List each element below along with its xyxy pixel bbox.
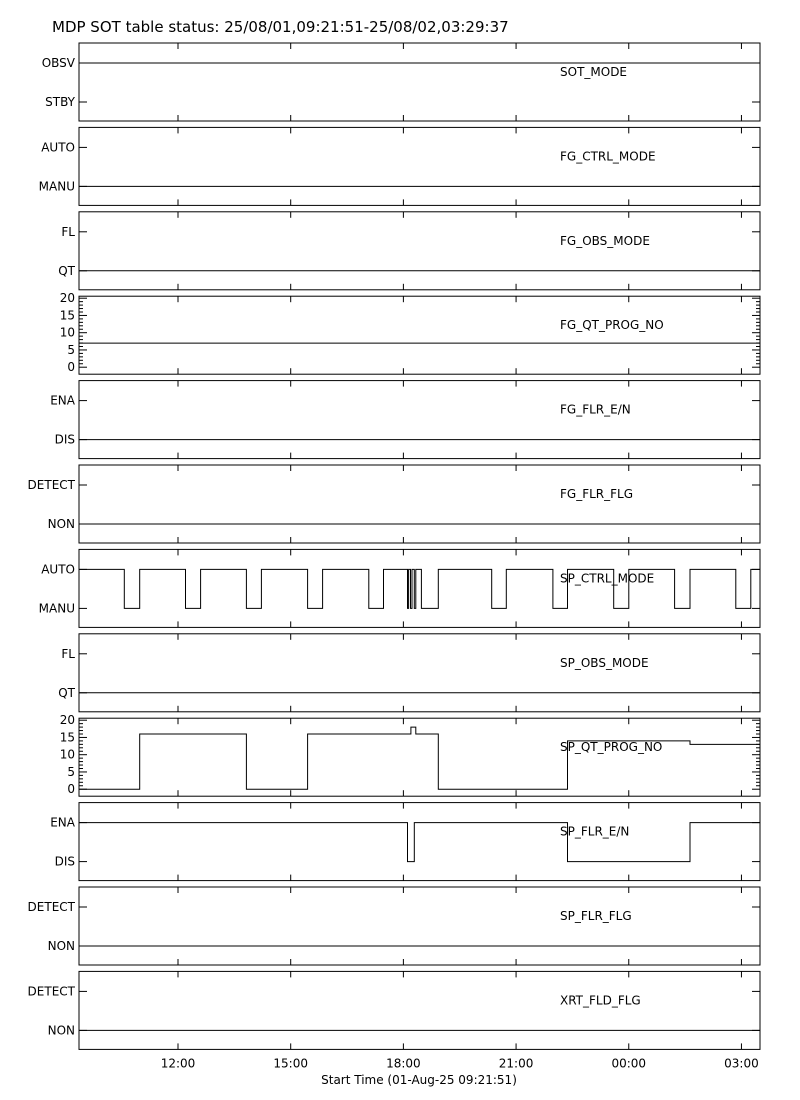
- y-tick-label: STBY: [45, 95, 75, 109]
- y-tick-label: DETECT: [27, 478, 75, 492]
- y-tick-label: ENA: [50, 393, 75, 408]
- x-tick-label: 12:00: [160, 1056, 196, 1071]
- panel-name: SP_FLR_E/N: [560, 824, 630, 839]
- y-tick-label: QT: [58, 263, 75, 278]
- panel-sp-obs-mode: [58, 634, 760, 712]
- chart-title: MDP SOT table status: 25/08/01,09:21:51-25/08/02,03:29:37: [52, 18, 509, 36]
- panel-xrt-fld-flg: [28, 971, 760, 1049]
- panel-frame: [79, 381, 760, 459]
- panel-name: SP_OBS_MODE: [560, 655, 649, 670]
- panel-fg-ctrl-mode: [39, 127, 760, 205]
- y-tick-label: DIS: [54, 432, 75, 447]
- panel-frame: [79, 212, 760, 290]
- panel-sp-flr-flg: [28, 887, 760, 965]
- y-tick-label: 15: [59, 730, 75, 745]
- panel-frame: [79, 887, 760, 965]
- panel-fg-qt-prog-no: [60, 291, 760, 374]
- y-tick-label: DETECT: [27, 984, 75, 999]
- y-tick-label: MANU: [38, 179, 75, 194]
- panel-name: SP_CTRL_MODE: [560, 571, 655, 586]
- panel-name: FG_QT_PROG_NO: [560, 318, 664, 333]
- panel-frame: [79, 465, 760, 543]
- y-tick-label: 5: [67, 342, 75, 357]
- x-tick-label: 18:00: [386, 1056, 421, 1071]
- panel-name: SP_FLR_FLG: [560, 909, 632, 923]
- panel-frame: [79, 549, 760, 627]
- y-tick-label: NON: [47, 939, 75, 953]
- y-tick-label: AUTO: [41, 562, 75, 577]
- x-tick-label: 03:00: [724, 1056, 759, 1071]
- x-tick-label: 00:00: [611, 1056, 647, 1071]
- y-tick-label: MANU: [38, 601, 75, 616]
- panel-frame: [79, 127, 760, 205]
- y-tick-label: 10: [59, 325, 75, 340]
- y-tick-label: 5: [67, 764, 75, 779]
- panel-name: XRT_FLD_FLG: [560, 993, 641, 1008]
- panels-group: [28, 43, 760, 1049]
- panel-name: FG_CTRL_MODE: [560, 149, 656, 164]
- y-tick-label: 15: [59, 308, 75, 323]
- panel-frame: [79, 43, 760, 121]
- panel-name: SOT_MODE: [560, 65, 628, 79]
- series-trace: [79, 727, 760, 789]
- x-axis: [161, 1056, 759, 1070]
- series-trace: [79, 569, 760, 608]
- panel-name: FG_OBS_MODE: [560, 233, 650, 248]
- panel-fg-obs-mode: [58, 212, 760, 290]
- panel-sp-qt-prog-no: [60, 713, 760, 796]
- panel-fg-flr-flg: [28, 465, 760, 543]
- series-trace: [79, 823, 760, 862]
- panel-frame: [79, 634, 760, 712]
- y-tick-label: 20: [59, 713, 75, 728]
- panel-fg-flr-e-n: [50, 381, 760, 459]
- panel-name: SP_QT_PROG_NO: [560, 740, 663, 755]
- y-tick-label: AUTO: [41, 140, 75, 155]
- panel-frame: [79, 803, 760, 881]
- x-tick-label: 21:00: [498, 1056, 534, 1071]
- panel-name: FG_FLR_E/N: [560, 402, 631, 417]
- y-tick-label: NON: [47, 517, 75, 531]
- y-tick-label: DIS: [54, 854, 75, 869]
- x-tick-label: 15:00: [273, 1056, 308, 1071]
- y-tick-label: 0: [67, 782, 75, 797]
- panel-sot-mode: [42, 43, 760, 121]
- y-tick-label: QT: [58, 685, 75, 700]
- y-tick-label: 20: [59, 291, 75, 306]
- panel-sp-ctrl-mode: [39, 549, 760, 627]
- panel-frame: [79, 296, 760, 374]
- x-axis-label: Start Time (01-Aug-25 09:21:51): [321, 1073, 517, 1087]
- y-tick-label: FL: [61, 646, 75, 661]
- y-tick-label: FL: [61, 224, 75, 239]
- y-tick-label: NON: [47, 1023, 75, 1038]
- panel-name: FG_FLR_FLG: [560, 487, 634, 501]
- y-tick-label: ENA: [50, 815, 75, 830]
- y-tick-label: 10: [59, 747, 75, 762]
- y-tick-label: OBSV: [41, 56, 75, 70]
- panel-frame: [79, 718, 760, 796]
- y-tick-label: DETECT: [27, 900, 75, 914]
- panel-sp-flr-e-n: [50, 803, 760, 881]
- y-tick-label: 0: [67, 360, 75, 375]
- panel-frame: [79, 971, 760, 1049]
